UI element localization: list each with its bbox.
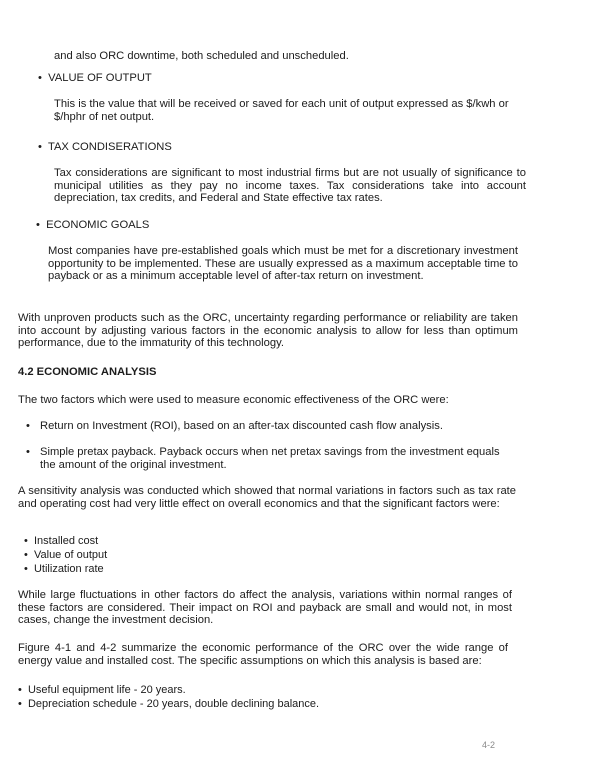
unproven-paragraph: With unproven products such as the ORC, uncertainty regarding performance or reliability are taken into account by adjusting various factors in the economic analysis to allow for less than optimum performance, due to the immaturity of this technology. (18, 312, 518, 350)
measure-text: Return on Investment (ROI), based on an after-tax discounted cash flow analysis. (40, 420, 443, 432)
bullet-icon: • (24, 535, 28, 547)
bullet-icon: • (38, 141, 42, 153)
sensitivity-paragraph: A sensitivity analysis was conducted which showed that normal variations in factors such as tax rate and operating cost had very little effect on overall economics and that the significant factors were: (18, 485, 516, 510)
significant-factor-text: Utilization rate (33, 563, 104, 575)
bullet-icon: • (18, 684, 22, 696)
factor-title: VALUE OF OUTPUT (48, 72, 152, 84)
figure-paragraph: Figure 4-1 and 4-2 summarize the economic performance of the ORC over the wide range of energy value and installed cost. The specific assumptions on which this analysis is based are: (18, 642, 508, 667)
measure-roi (26, 420, 506, 433)
bullet-icon: • (24, 563, 28, 575)
bullet-icon: • (26, 420, 30, 432)
factor-title: ECONOMIC GOALS (46, 219, 150, 231)
fluctuations-paragraph: While large fluctuations in other factors do affect the analysis, variations within normal ranges of these factors are considered. Their impact on ROI and payback are small and would not, in most cases, change the investment decision. (18, 589, 512, 627)
factor-description: Tax considerations are significant to most industrial firms but are not usually of significance to municipal utilities as they pay no income taxes. Tax considerations take into account depreciation, tax credits, and Federal and State effective tax rates. (54, 167, 526, 205)
factor-tax-considerations (38, 141, 172, 154)
significant-factor-text: Installed cost (33, 535, 99, 547)
bullet-icon: • (36, 219, 40, 231)
factor-description: This is the value that will be received or saved for each unit of output expressed as $/kwh or $/hphr of net output. (54, 98, 509, 123)
measure-text: Simple pretax payback. Payback occurs when net pretax savings from the investment equals the amount of the original investment. (40, 446, 500, 471)
significant-factor-item (24, 563, 104, 575)
assumption-item (18, 684, 186, 696)
continuation-line: and also ORC downtime, both scheduled and unscheduled. (54, 50, 349, 62)
bullet-icon: • (38, 72, 42, 84)
factor-title: TAX CONDISERATIONS (47, 141, 172, 153)
significant-factor-item (24, 535, 98, 547)
bullet-icon: • (26, 446, 30, 458)
page-number: 4-2 (482, 740, 496, 750)
assumption-item (18, 698, 319, 710)
assumption-text: Useful equipment life - 20 years. (27, 684, 186, 696)
factor-description: Most companies have pre-established goals which must be met for a discretionary investment opportunity to be implemented. These are usually expressed as a maximum acceptable time to payback or as a minimum acceptable level of after-tax return on investment. (48, 245, 518, 283)
significant-factor-item (24, 549, 107, 561)
intro-line: The two factors which were used to measure economic effectiveness of the ORC were: (18, 394, 449, 406)
factor-value-of-output (38, 72, 152, 85)
assumption-text: Depreciation schedule - 20 years, double declining balance. (27, 698, 320, 710)
significant-factor-text: Value of output (33, 549, 108, 561)
bullet-icon: • (24, 549, 28, 561)
bullet-icon: • (18, 698, 22, 710)
section-heading: 4.2 ECONOMIC ANALYSIS (18, 366, 157, 378)
factor-economic-goals (36, 219, 149, 232)
measure-payback (26, 446, 516, 474)
